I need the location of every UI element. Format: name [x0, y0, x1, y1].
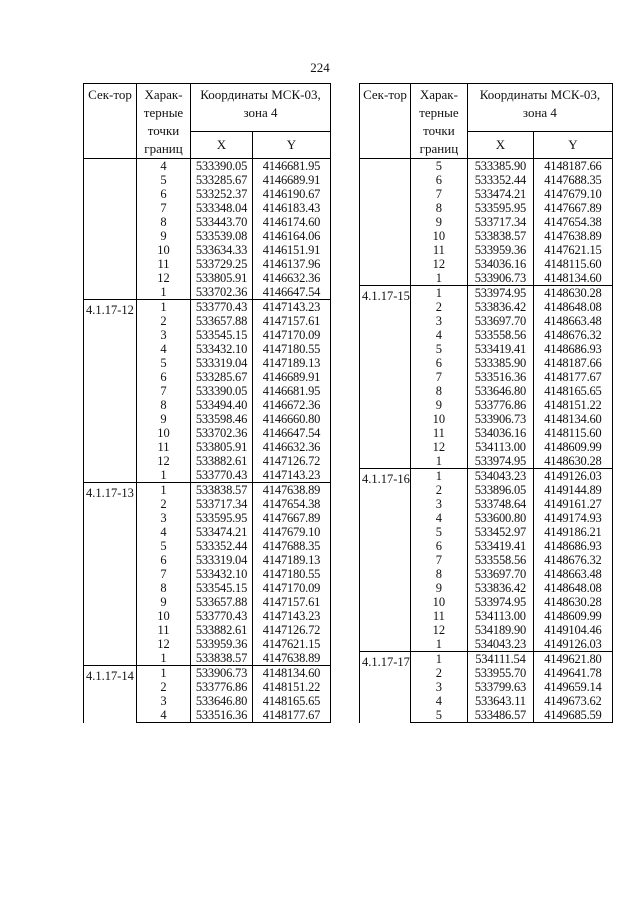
x-cell: 533882.61 [191, 454, 253, 468]
point-cell: 8 [410, 567, 467, 581]
point-cell: 1 [137, 651, 191, 666]
y-cell: 4149104.46 [533, 623, 612, 637]
point-cell: 9 [137, 229, 191, 243]
x-cell: 533432.10 [191, 342, 253, 356]
x-cell: 533595.95 [191, 511, 253, 525]
y-cell: 4148686.93 [533, 342, 612, 356]
point-cell: 6 [137, 370, 191, 384]
y-cell: 4147654.38 [533, 215, 612, 229]
point-cell: 9 [410, 215, 467, 229]
y-cell: 4147126.72 [253, 623, 331, 637]
y-cell: 4147143.23 [253, 468, 331, 483]
y-cell: 4148648.08 [533, 300, 612, 314]
x-cell: 533643.11 [467, 694, 533, 708]
y-cell: 4149161.27 [533, 497, 612, 511]
x-cell: 533419.41 [467, 539, 533, 553]
x-cell: 533882.61 [191, 623, 253, 637]
point-cell: 10 [410, 595, 467, 609]
x-cell: 533697.70 [467, 314, 533, 328]
point-cell: 10 [410, 412, 467, 426]
point-cell: 6 [137, 553, 191, 567]
y-cell: 4149621.80 [533, 652, 612, 667]
sector-cell: 4.1.17-15 [360, 286, 411, 469]
x-cell: 533474.21 [467, 187, 533, 201]
sector-cell: 4.1.17-12 [84, 300, 137, 483]
point-cell: 4 [410, 328, 467, 342]
y-cell: 4147679.10 [253, 525, 331, 539]
y-cell: 4149144.89 [533, 483, 612, 497]
point-cell: 12 [410, 440, 467, 454]
y-cell: 4146164.06 [253, 229, 331, 243]
x-cell: 533906.73 [467, 271, 533, 286]
point-cell: 4 [410, 694, 467, 708]
x-cell: 533285.67 [191, 173, 253, 187]
sector-cell: 4.1.17-17 [360, 652, 411, 723]
header-coordinates: Координаты МСК-03, зона 4 [467, 84, 612, 132]
point-cell: 5 [410, 708, 467, 723]
y-cell: 4148663.48 [533, 314, 612, 328]
point-cell: 1 [410, 652, 467, 667]
point-cell: 4 [137, 708, 191, 723]
point-cell: 12 [137, 637, 191, 651]
point-cell: 6 [410, 173, 467, 187]
y-cell: 4146681.95 [253, 384, 331, 398]
y-cell: 4147667.89 [253, 511, 331, 525]
point-cell: 8 [137, 215, 191, 229]
x-cell: 533516.36 [467, 370, 533, 384]
point-cell: 7 [410, 553, 467, 567]
point-cell: 6 [137, 187, 191, 201]
x-cell: 533697.70 [467, 567, 533, 581]
y-cell: 4148151.22 [533, 398, 612, 412]
y-cell: 4149126.03 [533, 469, 612, 484]
y-cell: 4146689.91 [253, 370, 331, 384]
point-cell: 3 [410, 497, 467, 511]
point-cell: 1 [137, 666, 191, 681]
y-cell: 4148115.60 [533, 426, 612, 440]
table-row [84, 159, 331, 174]
y-cell: 4147638.89 [253, 483, 331, 498]
y-cell: 4147654.38 [253, 497, 331, 511]
table-row [84, 300, 331, 315]
y-cell: 4148165.65 [533, 384, 612, 398]
header-sector: Сек-тор [84, 84, 137, 159]
x-cell: 533974.95 [467, 454, 533, 469]
y-cell: 4149174.93 [533, 511, 612, 525]
y-cell: 4147189.13 [253, 356, 331, 370]
point-cell: 2 [410, 666, 467, 680]
x-cell: 533838.57 [191, 483, 253, 498]
x-cell: 533657.88 [191, 595, 253, 609]
x-cell: 533805.91 [191, 440, 253, 454]
sector-cell: 4.1.17-16 [360, 469, 411, 652]
y-cell: 4148187.66 [533, 356, 612, 370]
y-cell: 4147688.35 [253, 539, 331, 553]
point-cell: 8 [410, 201, 467, 215]
x-cell: 533545.15 [191, 581, 253, 595]
y-cell: 4146672.36 [253, 398, 331, 412]
header-x: X [191, 132, 253, 159]
y-cell: 4148676.32 [533, 328, 612, 342]
x-cell: 534113.00 [467, 609, 533, 623]
point-cell: 1 [410, 637, 467, 652]
y-cell: 4147638.89 [533, 229, 612, 243]
point-cell: 9 [410, 581, 467, 595]
point-cell: 1 [137, 468, 191, 483]
x-cell: 533285.67 [191, 370, 253, 384]
header-points: Харак-терные точки границ [137, 84, 191, 159]
x-cell: 533906.73 [191, 666, 253, 681]
y-cell: 4148165.65 [253, 694, 331, 708]
x-cell: 533805.91 [191, 271, 253, 285]
y-cell: 4148648.08 [533, 581, 612, 595]
table-row [84, 483, 331, 498]
x-cell: 534036.16 [467, 257, 533, 271]
point-cell: 11 [410, 243, 467, 257]
point-cell: 3 [137, 511, 191, 525]
point-cell: 8 [137, 581, 191, 595]
y-cell: 4149685.59 [533, 708, 612, 723]
y-cell: 4147621.15 [533, 243, 612, 257]
y-cell: 4148134.60 [253, 666, 331, 681]
point-cell: 12 [137, 454, 191, 468]
point-cell: 9 [137, 595, 191, 609]
x-cell: 533717.34 [467, 215, 533, 229]
y-cell: 4146190.67 [253, 187, 331, 201]
point-cell: 5 [410, 342, 467, 356]
x-cell: 533319.04 [191, 356, 253, 370]
x-cell: 533352.44 [467, 173, 533, 187]
point-cell: 10 [137, 609, 191, 623]
point-cell: 4 [410, 511, 467, 525]
x-cell: 533352.44 [191, 539, 253, 553]
y-cell: 4146632.36 [253, 440, 331, 454]
x-cell: 533748.64 [467, 497, 533, 511]
sector-cell: 4.1.17-13 [84, 483, 137, 666]
point-cell: 5 [137, 173, 191, 187]
point-cell: 2 [410, 483, 467, 497]
y-cell: 4147170.09 [253, 581, 331, 595]
x-cell: 533974.95 [467, 286, 533, 301]
y-cell: 4147688.35 [533, 173, 612, 187]
x-cell: 533838.57 [191, 651, 253, 666]
x-cell: 533390.05 [191, 384, 253, 398]
point-cell: 9 [137, 412, 191, 426]
y-cell: 4146647.54 [253, 426, 331, 440]
header-coordinates: Координаты МСК-03, зона 4 [191, 84, 331, 132]
x-cell: 534189.90 [467, 623, 533, 637]
y-cell: 4148134.60 [533, 412, 612, 426]
y-cell: 4146137.96 [253, 257, 331, 271]
point-cell: 2 [137, 497, 191, 511]
y-cell: 4148609.99 [533, 440, 612, 454]
point-cell: 1 [410, 271, 467, 286]
x-cell: 533474.21 [191, 525, 253, 539]
y-cell: 4146151.91 [253, 243, 331, 257]
y-cell: 4148630.28 [533, 286, 612, 301]
x-cell: 533959.36 [191, 637, 253, 651]
x-cell: 533896.05 [467, 483, 533, 497]
y-cell: 4147126.72 [253, 454, 331, 468]
y-cell: 4147638.89 [253, 651, 331, 666]
y-cell: 4148115.60 [533, 257, 612, 271]
header-y: Y [253, 132, 331, 159]
y-cell: 4148630.28 [533, 454, 612, 469]
point-cell: 1 [137, 300, 191, 315]
x-cell: 533486.57 [467, 708, 533, 723]
y-cell: 4148187.66 [533, 159, 612, 174]
x-cell: 533252.37 [191, 187, 253, 201]
point-cell: 6 [410, 539, 467, 553]
table-row [360, 159, 613, 174]
x-cell: 533539.08 [191, 229, 253, 243]
point-cell: 3 [410, 680, 467, 694]
y-cell: 4148686.93 [533, 539, 612, 553]
x-cell: 533634.33 [191, 243, 253, 257]
point-cell: 8 [410, 384, 467, 398]
x-cell: 533443.70 [191, 215, 253, 229]
y-cell: 4146681.95 [253, 159, 331, 174]
point-cell: 11 [410, 426, 467, 440]
point-cell: 4 [137, 159, 191, 174]
y-cell: 4148676.32 [533, 553, 612, 567]
x-cell: 533419.41 [467, 342, 533, 356]
x-cell: 533770.43 [191, 609, 253, 623]
point-cell: 10 [137, 426, 191, 440]
x-cell: 533838.57 [467, 229, 533, 243]
point-cell: 5 [137, 539, 191, 553]
x-cell: 533390.05 [191, 159, 253, 174]
header-x: X [467, 132, 533, 159]
y-cell: 4147621.15 [253, 637, 331, 651]
x-cell: 534043.23 [467, 637, 533, 652]
point-cell: 12 [410, 257, 467, 271]
point-cell: 4 [137, 525, 191, 539]
x-cell: 533646.80 [191, 694, 253, 708]
sector-cell [84, 159, 137, 300]
y-cell: 4148177.67 [253, 708, 331, 723]
point-cell: 2 [410, 300, 467, 314]
x-cell: 533385.90 [467, 159, 533, 174]
table-row [360, 469, 613, 484]
point-cell: 4 [137, 342, 191, 356]
y-cell: 4147667.89 [533, 201, 612, 215]
point-cell: 5 [410, 525, 467, 539]
y-cell: 4147143.23 [253, 300, 331, 315]
x-cell: 534113.00 [467, 440, 533, 454]
y-cell: 4146174.60 [253, 215, 331, 229]
x-cell: 533702.36 [191, 285, 253, 300]
x-cell: 533836.42 [467, 300, 533, 314]
y-cell: 4149659.14 [533, 680, 612, 694]
point-cell: 1 [410, 286, 467, 301]
page-number: 224 [310, 60, 330, 75]
x-cell: 533702.36 [191, 426, 253, 440]
x-cell: 533600.80 [467, 511, 533, 525]
y-cell: 4148609.99 [533, 609, 612, 623]
point-cell: 1 [137, 483, 191, 498]
x-cell: 533729.25 [191, 257, 253, 271]
y-cell: 4147157.61 [253, 595, 331, 609]
x-cell: 533776.86 [191, 680, 253, 694]
table-row [360, 286, 613, 301]
y-cell: 4147180.55 [253, 342, 331, 356]
point-cell: 2 [137, 314, 191, 328]
y-cell: 4147180.55 [253, 567, 331, 581]
x-cell: 533836.42 [467, 581, 533, 595]
table-row [84, 666, 331, 681]
x-cell: 533906.73 [467, 412, 533, 426]
x-cell: 534111.54 [467, 652, 533, 667]
point-cell: 1 [410, 454, 467, 469]
point-cell: 6 [410, 356, 467, 370]
x-cell: 533516.36 [191, 708, 253, 723]
x-cell: 533657.88 [191, 314, 253, 328]
y-cell: 4147170.09 [253, 328, 331, 342]
point-cell: 2 [137, 680, 191, 694]
point-cell: 12 [410, 623, 467, 637]
point-cell: 9 [410, 398, 467, 412]
y-cell: 4146689.91 [253, 173, 331, 187]
header-points: Харак-терные точки границ [410, 84, 467, 159]
sector-cell [360, 159, 411, 286]
point-cell: 7 [137, 567, 191, 581]
y-cell: 4149186.21 [533, 525, 612, 539]
point-cell: 7 [410, 370, 467, 384]
y-cell: 4149126.03 [533, 637, 612, 652]
point-cell: 11 [137, 440, 191, 454]
header-y: Y [533, 132, 612, 159]
point-cell: 10 [410, 229, 467, 243]
y-cell: 4148177.67 [533, 370, 612, 384]
y-cell: 4146647.54 [253, 285, 331, 300]
y-cell: 4148134.60 [533, 271, 612, 286]
table-row [360, 652, 613, 667]
y-cell: 4148663.48 [533, 567, 612, 581]
y-cell: 4147679.10 [533, 187, 612, 201]
x-cell: 533452.97 [467, 525, 533, 539]
x-cell: 533598.46 [191, 412, 253, 426]
point-cell: 1 [410, 469, 467, 484]
y-cell: 4147143.23 [253, 609, 331, 623]
x-cell: 534043.23 [467, 469, 533, 484]
point-cell: 5 [137, 356, 191, 370]
x-cell: 533319.04 [191, 553, 253, 567]
y-cell: 4147189.13 [253, 553, 331, 567]
x-cell: 533776.86 [467, 398, 533, 412]
header-sector: Сек-тор [360, 84, 411, 159]
x-cell: 533955.70 [467, 666, 533, 680]
y-cell: 4146660.80 [253, 412, 331, 426]
x-cell: 533545.15 [191, 328, 253, 342]
x-cell: 533717.34 [191, 497, 253, 511]
x-cell: 533348.04 [191, 201, 253, 215]
point-cell: 10 [137, 243, 191, 257]
point-cell: 11 [137, 623, 191, 637]
y-cell: 4146632.36 [253, 271, 331, 285]
point-cell: 1 [137, 285, 191, 300]
y-cell: 4148630.28 [533, 595, 612, 609]
y-cell: 4148151.22 [253, 680, 331, 694]
point-cell: 3 [410, 314, 467, 328]
table-body [360, 159, 613, 723]
coordinates-table-left [83, 83, 331, 723]
x-cell: 533646.80 [467, 384, 533, 398]
x-cell: 533770.43 [191, 468, 253, 483]
x-cell: 533494.40 [191, 398, 253, 412]
sector-cell: 4.1.17-14 [84, 666, 137, 723]
x-cell: 534036.16 [467, 426, 533, 440]
x-cell: 533770.43 [191, 300, 253, 315]
point-cell: 7 [137, 384, 191, 398]
x-cell: 533799.63 [467, 680, 533, 694]
point-cell: 11 [137, 257, 191, 271]
point-cell: 7 [137, 201, 191, 215]
point-cell: 5 [410, 159, 467, 174]
y-cell: 4146183.43 [253, 201, 331, 215]
point-cell: 8 [137, 398, 191, 412]
x-cell: 533595.95 [467, 201, 533, 215]
point-cell: 11 [410, 609, 467, 623]
point-cell: 12 [137, 271, 191, 285]
table-body [84, 159, 331, 723]
point-cell: 7 [410, 187, 467, 201]
x-cell: 533558.56 [467, 328, 533, 342]
x-cell: 533432.10 [191, 567, 253, 581]
x-cell: 533959.36 [467, 243, 533, 257]
y-cell: 4149673.62 [533, 694, 612, 708]
x-cell: 533558.56 [467, 553, 533, 567]
point-cell: 3 [137, 328, 191, 342]
x-cell: 533974.95 [467, 595, 533, 609]
point-cell: 3 [137, 694, 191, 708]
y-cell: 4147157.61 [253, 314, 331, 328]
coordinates-table-right [359, 83, 613, 723]
y-cell: 4149641.78 [533, 666, 612, 680]
x-cell: 533385.90 [467, 356, 533, 370]
